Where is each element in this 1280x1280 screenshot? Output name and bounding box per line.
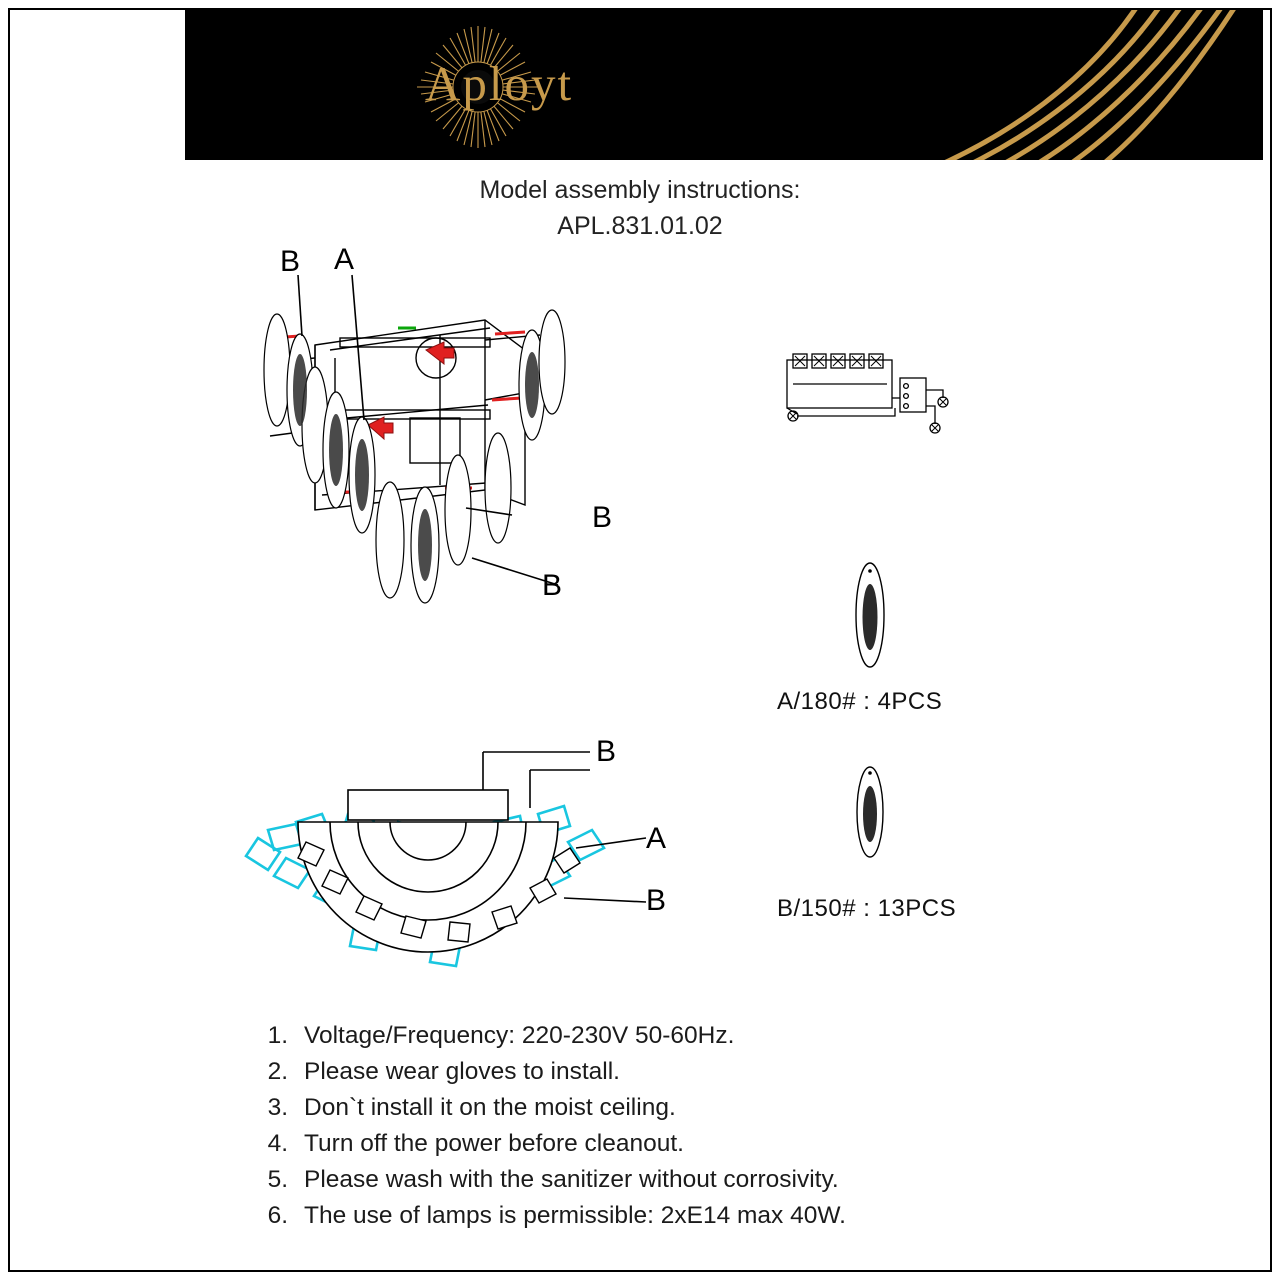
note-text: Please wash with the sanitizer without corrosivity. <box>304 1166 839 1193</box>
palm-rays-icon <box>853 10 1263 160</box>
part-a-label: A/180# : 4PCS <box>777 688 943 715</box>
note-text: Don`t install it on the moist ceiling. <box>304 1094 676 1121</box>
exploded-assembly-diagram <box>240 240 660 660</box>
note-number: 3. <box>267 1094 288 1121</box>
part-b-label: B/150# : 13PCS <box>777 895 957 922</box>
note-item <box>250 1126 1070 1162</box>
note-item <box>250 1198 1070 1234</box>
crystal-leaf-icon-b <box>840 762 900 862</box>
model-number: APL.831.01.02 <box>557 212 723 240</box>
note-number: 6. <box>267 1202 288 1229</box>
label-a-exploded-top: A <box>334 243 355 276</box>
note-item <box>250 1054 1070 1090</box>
instruction-notes <box>250 1018 1070 1234</box>
terminal-block-wiring-icon <box>775 350 975 460</box>
assembled-fixture-diagram <box>238 730 678 990</box>
note-number: 4. <box>267 1130 288 1157</box>
note-text: Please wear gloves to install. <box>304 1058 620 1085</box>
brand-header <box>185 10 1263 160</box>
label-b-exploded-low: B <box>542 569 563 602</box>
note-number: 1. <box>267 1022 288 1049</box>
brand-name: Aployt <box>425 56 574 111</box>
note-item <box>250 1090 1070 1126</box>
label-b-assembled-top: B <box>596 735 617 768</box>
note-number: 5. <box>267 1166 288 1193</box>
note-text: Voltage/Frequency: 220-230V 50-60Hz. <box>304 1022 735 1049</box>
note-text: Turn off the power before cleanout. <box>304 1130 684 1157</box>
note-text: The use of lamps is permissible: 2xE14 max 40W. <box>304 1202 846 1229</box>
page-title: Model assembly instructions: <box>479 176 801 204</box>
label-b-exploded-mid: B <box>592 501 613 534</box>
note-item <box>250 1162 1070 1198</box>
label-b-exploded-top: B <box>280 245 301 278</box>
label-a-assembled: A <box>646 822 667 855</box>
note-number: 2. <box>267 1058 288 1085</box>
note-item <box>250 1018 1070 1054</box>
crystal-leaf-icon-a <box>840 560 900 670</box>
label-b-assembled-bottom: B <box>646 884 667 917</box>
